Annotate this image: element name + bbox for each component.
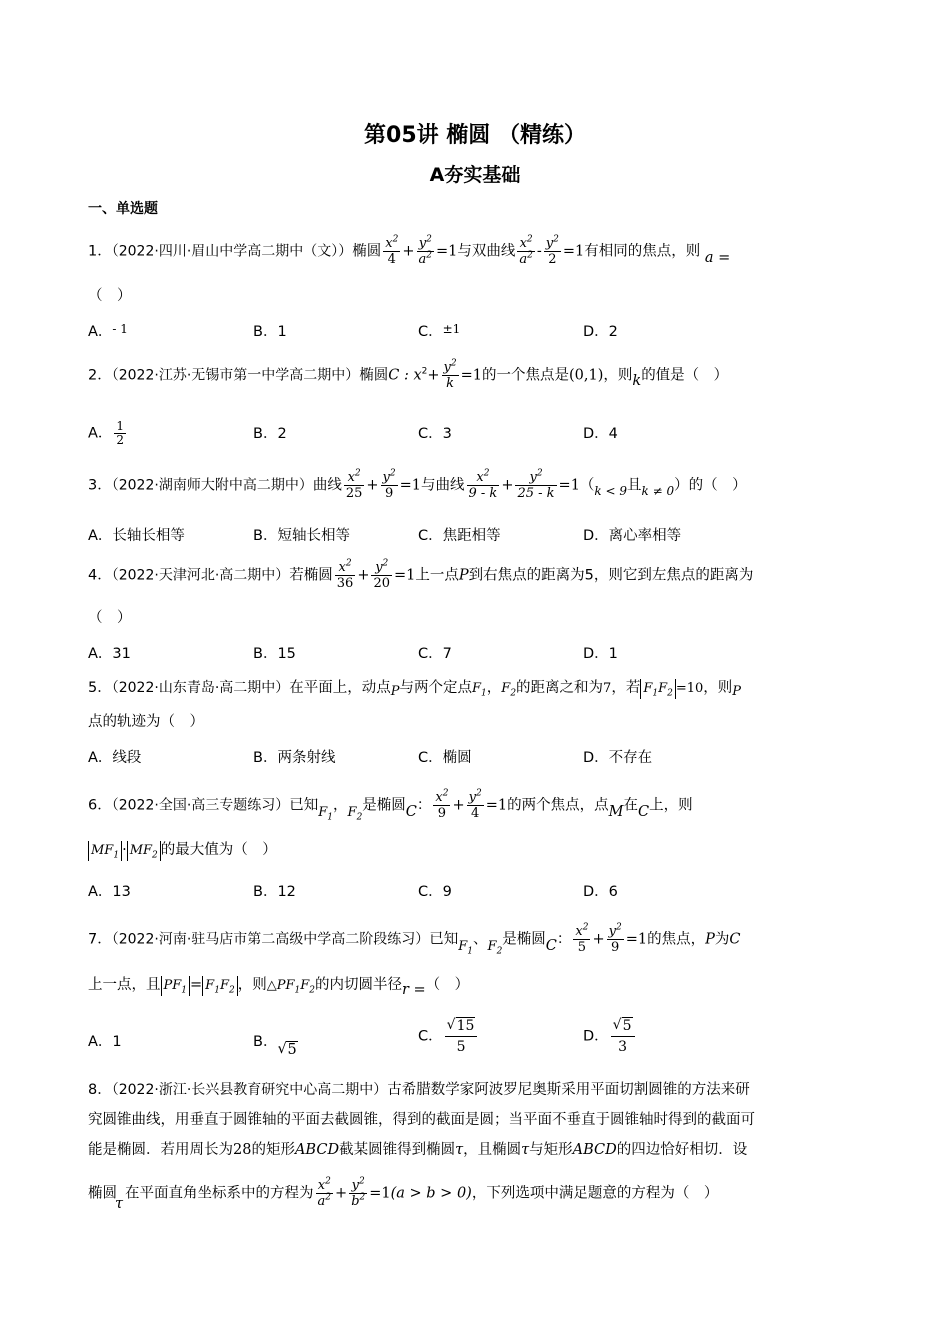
question-8-line3: 能是椭圆．若用周长为28的矩形ABCD截某圆锥得到椭圆τ，且椭圆τ与矩形ABCD的四边恰好相切．设 [88,1142,748,1158]
q6-option-a[interactable]: A．13 [88,884,131,900]
q5-option-a[interactable]: A．线段 [88,750,142,766]
question-4-paren: （ ） [88,610,132,626]
q1-option-a[interactable]: A．$^{- 1}$ [88,322,128,340]
q2-option-d[interactable]: D．4 [583,426,618,442]
q7-option-b[interactable]: B．√ 5 [253,1030,298,1051]
page-subtitle: A夯实基础 [429,164,521,186]
question-6-cont: $MF_1 \cdot MF_2$ 的最大值为（ ） [88,840,277,861]
question-1-paren: （ ） [88,288,132,304]
fraction: $\frac{y^2}{9}$ [608,922,622,955]
question-7-cont: 上一点，且 $PF_1 = F_1F_2$ ，则$\triangle PF_1F_2$的内切圆半径r =（ ） [88,977,470,998]
fraction: $\frac{x^2}{a^2}$ [519,234,533,267]
question-8-line4: 椭圆τ在平面直角坐标系中的方程为 $\frac{x^2}{a^2}$ + $\frac{y^2}{b^2}$ =1(a > b > 0)，下列选项中满足题意的方程为（ ） [88,1176,719,1212]
q4-option-b[interactable]: B．15 [253,646,296,662]
q3-option-c[interactable]: C．焦距相等 [418,528,501,544]
question-8-line1: 8．（2022·浙江·长兴县教育研究中心高二期中）古希腊数学家阿波罗尼奥斯采用平面切割圆锥的方法来研 [88,1082,750,1098]
question-3: 3．（2022·湖南师大附中高二期中）曲线 $\frac{x^2}{25}$ + $\frac{y^2}{9}$ =1与曲线 $\frac{x^2}{9 - k}$ + $\frac{y^2}{25 - k}$ $=1(_{k < 9}$且$_{k \ne 0}$）的（ ） [88,468,747,501]
q5-option-c[interactable]: C．椭圆 [418,750,472,766]
question-4: 4．（2022·天津河北·高二期中）若椭圆 $\frac{x^2}{36}$ + $\frac{y^2}{20}$ =1上一点P到右焦点的距离为5，则它到左焦点的距离为 [88,558,754,591]
fraction: $\frac{y^2}{b^2}$ [351,1176,366,1209]
fraction: $\frac{y^2}{a^2}$ [418,234,432,267]
q6-option-b[interactable]: B．12 [253,884,296,900]
question-8-line2: 究圆锥曲线，用垂直于圆锥轴的平面去截圆锥，得到的截面是圆；当平面不垂直于圆锥轴时得到的截面可 [88,1112,755,1128]
question-5: 5．（2022·山东青岛·高二期中）在平面上，动点P与两个定点$F_1$，$F_2$的距离之和为7，若 $F_1F_2 =10$，则P [88,680,742,699]
q3-option-b[interactable]: B．短轴长相等 [253,528,350,544]
q2-option-a[interactable]: A． $\frac{1}{2}$ [88,419,125,447]
fraction: $\frac{x^2}{36}$ [336,558,354,591]
q5-option-d[interactable]: D．不存在 [583,750,653,766]
q1-option-c[interactable]: C．$^{\pm 1}$ [418,322,461,340]
question-6: 6．（2022·全国·高三专题练习）已知$F_1$，$F_2$是椭圆C： $\frac{x^2}{9}$ + $\frac{y^2}{4}$ =1的两个焦点，点M在C上，则 [88,788,693,823]
fraction: $\frac{y^2}{4}$ [468,788,482,821]
q1-option-b[interactable]: B．1 [253,324,287,340]
fraction: $\frac{x^2}{9}$ [435,788,449,821]
fraction: $\frac{x^2}{9 - k}$ [468,468,498,501]
q3-option-d[interactable]: D．离心率相等 [583,528,682,544]
fraction: $\frac{y^2}{9}$ [382,468,396,501]
fraction: $\frac{x^2}{4}$ [385,234,399,267]
q6-option-d[interactable]: D．6 [583,884,618,900]
fraction: $\frac{y^2}{k}$ [443,358,457,391]
fraction: $\frac{y^2}{25 - k}$ [517,468,555,501]
q6-option-c[interactable]: C．9 [418,884,452,900]
question-5-cont: 点的轨迹为（ ） [88,714,204,730]
fraction: $\frac{x^2}{5}$ [575,922,589,955]
q2-option-b[interactable]: B．2 [253,426,287,442]
question-7: 7．（2022·河南·驻马店市第二高级中学高二阶段练习）已知$F_1$、$F_2$是椭圆C： $\frac{x^2}{5}$ + $\frac{y^2}{9}$ =1的焦点，P为C [88,922,741,957]
fraction: $\frac{y^2}{2}$ [545,234,559,267]
page-title: 第05讲 椭圆 （精练） [364,123,586,148]
q7-option-c[interactable]: C． √ $\frac{15}{5}$ [418,1016,479,1057]
fraction: $\frac{x^2}{a^2}$ [317,1176,332,1209]
fraction: $\frac{y^2}{20}$ [373,558,391,591]
q3-option-a[interactable]: A．长轴长相等 [88,528,185,544]
q4-option-a[interactable]: A．31 [88,646,131,662]
q7-option-a[interactable]: A．1 [88,1034,122,1050]
q2-option-c[interactable]: C．3 [418,426,452,442]
q7-option-d[interactable]: D． √ $\frac{5}{3}$ [583,1016,637,1057]
q4-option-c[interactable]: C．7 [418,646,452,662]
q4-option-d[interactable]: D．1 [583,646,618,662]
fraction: $\frac{x^2}{25}$ [345,468,363,501]
question-2: 2．（2022·江苏·无锡市第一中学高二期中）椭圆C : $x^2+$ $\frac{y^2}{k}$ =1的一个焦点是(0,1)，则k的值是（ ） [88,358,729,391]
q1-option-d[interactable]: D．2 [583,324,618,340]
q5-option-b[interactable]: B．两条射线 [253,750,336,766]
section-heading: 一、单选题 [88,201,158,217]
question-1: 1．（2022·四川·眉山中学高二期中（文））椭圆 $\frac{x^2}{4}$ + $\frac{y^2}{a^2}$ =1与双曲线 $\frac{x^2}{a^2}$ - $\frac{y^2}{2}$ =1有相同的焦点，则 a = [88,234,731,267]
